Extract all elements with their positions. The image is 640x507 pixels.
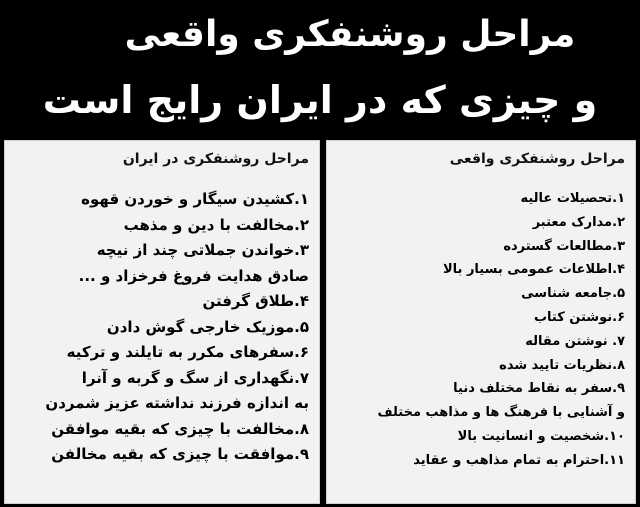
list-item: ۳.مطالعات گسترده [503, 238, 625, 254]
iran-stages-panel [4, 140, 320, 504]
list-item: ۵.جامعه شناسی [521, 286, 625, 302]
list-item: ۱۱.احترام به تمام مذاهب و عقاید [413, 452, 625, 468]
list-item: به اندازه فرزند نداشته عزیز شمردن [45, 394, 309, 412]
list-item: ۷. نوشتن مقاله [525, 333, 625, 349]
list-item: ۲.مدارک معتبر [532, 214, 625, 230]
list-item: صادق هدایت فروغ فرخزاد و ... [78, 266, 309, 285]
list-item: ۳.خواندن جملاتی چند از نیچه [96, 241, 309, 259]
iran-stages-title: مراحل روشنفکری در ایران [122, 151, 309, 167]
list-item: ۵.موزیک خارجی گوش دادن [106, 317, 309, 336]
list-item: ۸.نظریات تایید شده [499, 357, 625, 373]
list-item: ۷.نگهداری از سگ و گربه و آنرا [81, 368, 309, 387]
list-item: ۸.مخالفت با چیزی که بقیه موافقن [51, 419, 309, 438]
list-item: ۹.موافقت با چیزی که بقیه مخالفن [51, 445, 309, 463]
list-item: ۱۰.شخصیت و انسانیت بالا [457, 428, 625, 444]
real-stages-list [335, 187, 625, 473]
list-item: و آشنایی با فرهنگ ها و مذاهب مختلف [377, 405, 625, 421]
real-stages-panel [326, 140, 636, 504]
header-line-1: مراحل روشنفکری واقعی [124, 14, 576, 55]
header-line-2: و چیزی که در ایران رایج است [42, 78, 598, 122]
list-item: ۶.نوشتن کتاب [533, 309, 625, 325]
list-item: ۴.اطلاعات عمومی بسیار بالا [442, 262, 625, 278]
list-item: ۱.کشیدن سیگار و خوردن قهوه [81, 190, 309, 208]
list-item: ۹.سفر به نقاط مختلف دنیا [453, 381, 625, 397]
iran-stages-list [13, 187, 309, 468]
list-item: ۱.تحصیلات عالیه [520, 191, 625, 206]
real-stages-title: مراحل روشنفکری واقعی [449, 151, 625, 167]
list-item: ۲.مخالفت با دین و مذهب [123, 215, 309, 234]
list-item: ۶.سفرهای مکرر به تایلند و ترکیه [66, 343, 309, 361]
list-item: ۴.طلاق گرفتن [202, 292, 309, 310]
